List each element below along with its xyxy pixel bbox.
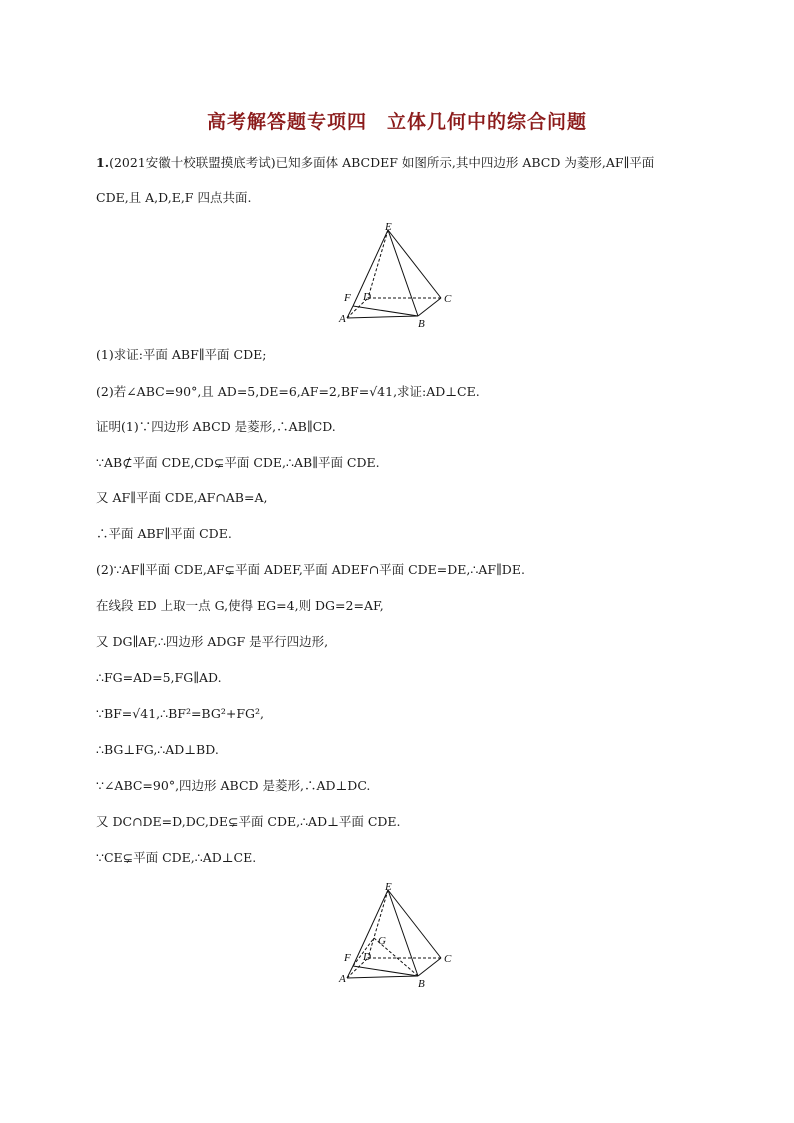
vertex-label-D: D: [363, 951, 371, 963]
solution-line: 在线段 ED 上取一点 G,使得 EG=4,则 DG=2=AF,: [96, 598, 384, 613]
vertex-label-A: A: [339, 973, 346, 985]
edge-EC: [388, 890, 441, 958]
edge-EB: [388, 890, 418, 976]
problem-intro-text-1: (2021安徽十校联盟摸底考试)已知多面体 ABCDEF 如图所示,其中四边形 ABCD 为菱形,AF∥平面: [109, 155, 655, 170]
edge-EC: [388, 230, 441, 298]
vertex-label-D: D: [363, 291, 371, 303]
solution-line: 又 AF∥平面 CDE,AF∩AB=A,: [96, 490, 268, 505]
part-2-question: (2)若∠ABC=90°,且 AD=5,DE=6,AF=2,BF=√41,求证:AD⊥CE.: [96, 384, 480, 399]
edge-EB: [388, 230, 418, 316]
edge-FA: [347, 306, 353, 318]
vertex-label-B: B: [418, 978, 425, 990]
page-title: 高考解答题专项四 立体几何中的综合问题: [206, 111, 587, 133]
solution-line: 证明(1)∵四边形 ABCD 是菱形,∴AB∥CD.: [96, 419, 336, 434]
solution-line: 又 DC∩DE=D,DC,DE⊊平面 CDE,∴AD⊥平面 CDE.: [96, 814, 401, 829]
vertex-label-E: E: [385, 221, 392, 233]
problem-number: 1.: [96, 155, 110, 170]
vertex-label-A: A: [339, 313, 346, 325]
vertex-label-C: C: [444, 953, 452, 965]
edge-FA: [347, 966, 353, 978]
edge-AB: [347, 976, 418, 978]
part-1-question: (1)求证:平面 ABF∥平面 CDE;: [96, 347, 267, 362]
solution-line: ∵∠ABC=90°,四边形 ABCD 是菱形,∴AD⊥DC.: [96, 778, 371, 793]
edge-BC: [418, 958, 441, 976]
edge-ED: [368, 890, 388, 958]
vertex-label-C: C: [444, 293, 452, 305]
solution-line: ∵BF=√41,∴BF²=BG²+FG²,: [96, 706, 264, 721]
vertex-label-F: F: [344, 952, 351, 964]
solution-line: ∴FG=AD=5,FG∥AD.: [96, 670, 222, 685]
vertex-label-E: E: [385, 881, 392, 893]
solution-line: ∴BG⊥FG,∴AD⊥BD.: [96, 742, 219, 757]
solution-line: ∵AB⊄平面 CDE,CD⊊平面 CDE,∴AB∥平面 CDE.: [96, 455, 380, 470]
point-label-G: G: [378, 935, 386, 947]
edge-AB: [347, 316, 418, 318]
polyhedron-figure-2: [330, 878, 470, 993]
solution-line: 又 DG∥AF,∴四边形 ADGF 是平行四边形,: [96, 634, 329, 649]
solution-line: ∵CE⊊平面 CDE,∴AD⊥CE.: [96, 850, 257, 865]
solution-line: (2)∵AF∥平面 CDE,AF⊊平面 ADEF,平面 ADEF∩平面 CDE=DE,∴AF∥DE.: [96, 562, 525, 577]
edge-ED: [368, 230, 388, 298]
problem-intro-line-2: CDE,且 A,D,E,F 四点共面.: [96, 190, 252, 205]
vertex-label-B: B: [418, 318, 425, 330]
edge-FB: [353, 306, 418, 316]
solution-line: ∴平面 ABF∥平面 CDE.: [96, 526, 232, 541]
polyhedron-figure-1: [330, 218, 470, 333]
problem-intro-line-1: [96, 154, 654, 172]
edge-BC: [418, 298, 441, 316]
vertex-label-F: F: [344, 292, 351, 304]
